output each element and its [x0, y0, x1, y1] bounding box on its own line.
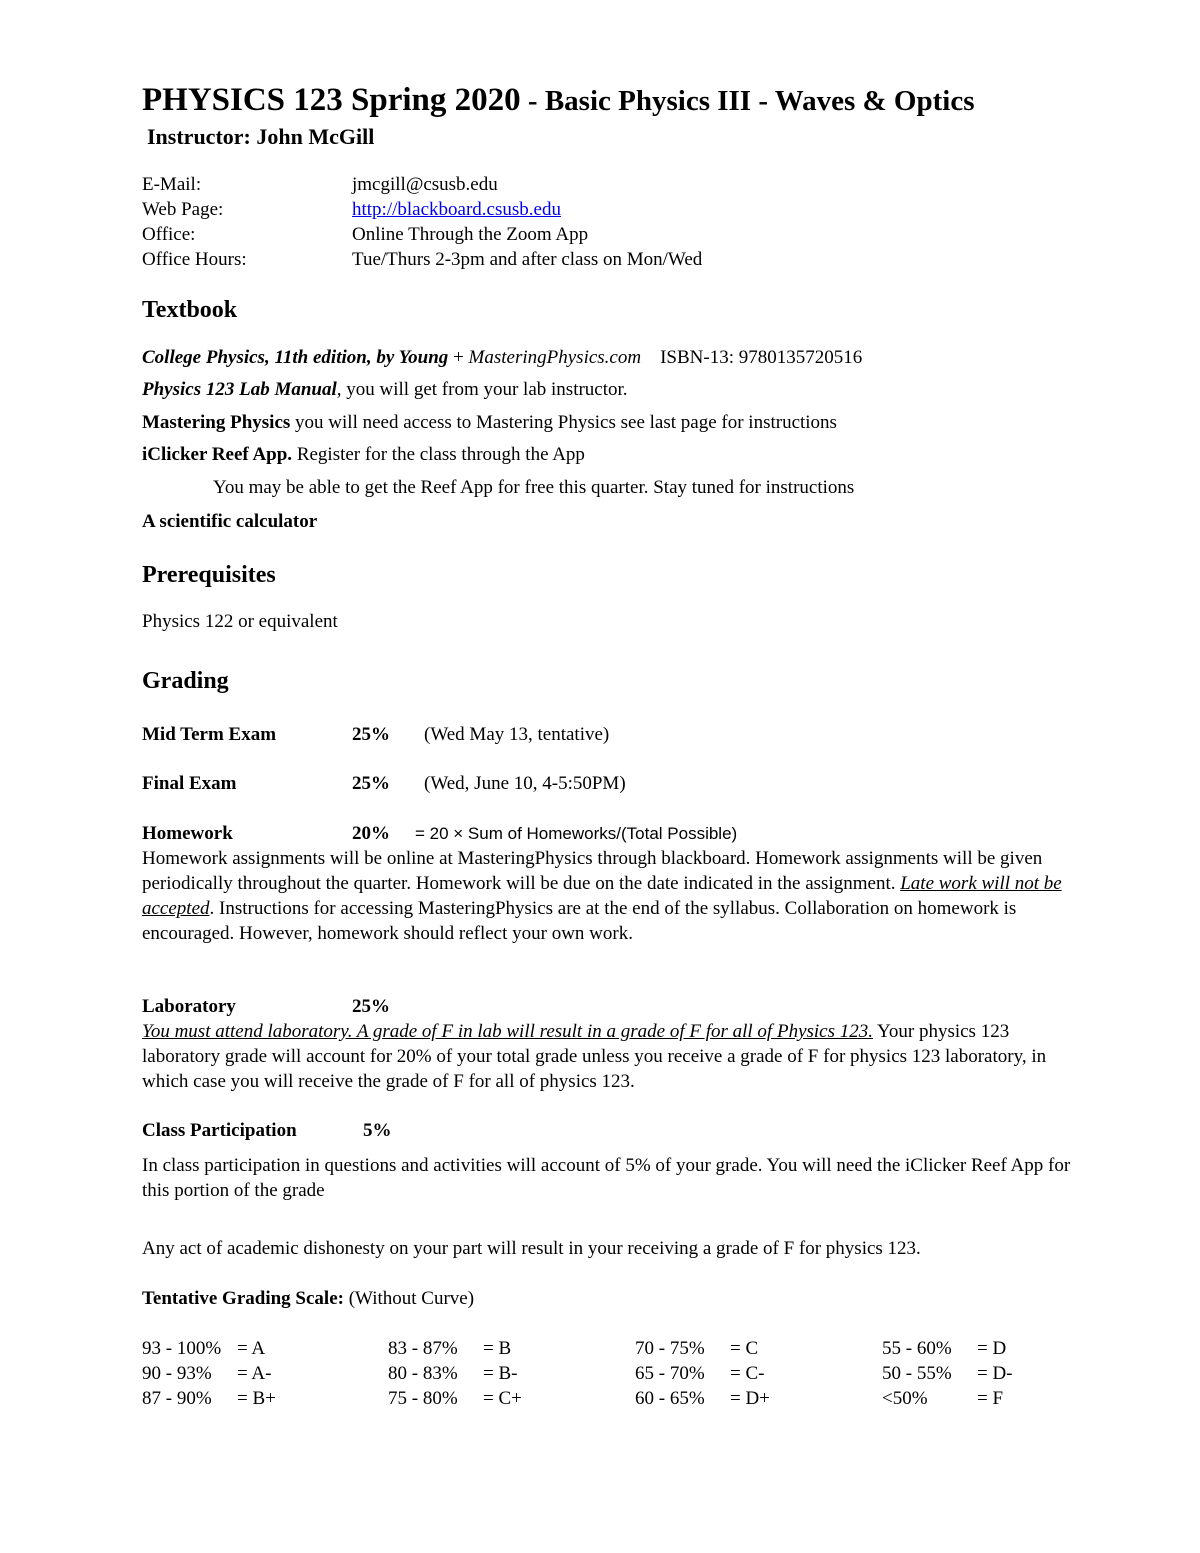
grade-scale-column	[142, 1336, 276, 1411]
participation-description: In class participation in questions and activities will account of 5% of your grade. You will need the iClicker Reef App for this portion of the grade	[142, 1155, 1071, 1201]
grade-scale-row	[635, 1361, 770, 1386]
iclicker-title: iClicker Reef App.	[142, 444, 293, 465]
hours-value: Tue/Thurs 2-3pm and after class on Mon/Wed	[352, 249, 703, 270]
grade-range: 75 - 80%	[388, 1388, 458, 1409]
grade-range: 50 - 55%	[882, 1363, 952, 1384]
laboratory-label: Laboratory	[142, 996, 236, 1017]
grade-scale-row	[635, 1336, 770, 1361]
grade-scale-row	[142, 1336, 276, 1361]
homework-text-1: Homework assignments will be online at MasteringPhysics through blackboard. Homework assignments will be given periodically throughout the quarter. Homework will be due on the date indicated in the assignment.	[142, 848, 1043, 894]
grade-letter: = A-	[237, 1363, 272, 1384]
book-title: College Physics, 11th edition, by Young	[142, 347, 449, 368]
grade-range: 93 - 100%	[142, 1338, 222, 1359]
grade-scale-row	[388, 1361, 522, 1386]
laboratory-text: Your physics 123 laboratory grade will account for 20% of your total grade unless you receive a grade of F for physics 123 laboratory, in which case you will receive the grade of F for all of physics 123.	[142, 1021, 1047, 1092]
mastering-text: you will need access to Mastering Physics see last page for instructions	[290, 412, 837, 433]
lab-manual-title: Physics 123 Lab Manual	[142, 379, 337, 400]
textbook-line	[142, 345, 862, 370]
midterm-percent: 25%	[352, 724, 390, 745]
scale-label: Tentative Grading Scale:	[142, 1288, 344, 1309]
grading-scale-heading	[142, 1286, 474, 1311]
page-title	[142, 82, 975, 119]
office-value: Online Through the Zoom App	[352, 224, 589, 245]
final-percent: 25%	[352, 773, 390, 794]
midterm-note: (Wed May 13, tentative)	[424, 724, 610, 745]
grade-letter: = D	[977, 1338, 1007, 1359]
grade-range: 87 - 90%	[142, 1388, 212, 1409]
homework-formula: = 20 × Sum of Homeworks/(Total Possible)	[415, 824, 738, 843]
dishonesty-statement: Any act of academic dishonesty on your part will result in your receiving a grade of F for physics 123.	[142, 1238, 921, 1259]
grading-heading: Grading	[142, 668, 229, 694]
web-label: Web Page:	[142, 199, 224, 220]
grade-letter: = C+	[483, 1388, 522, 1409]
grade-scale-column	[635, 1336, 770, 1411]
grade-letter: = C-	[730, 1363, 765, 1384]
grade-range: 70 - 75%	[635, 1338, 705, 1359]
email-label: E-Mail:	[142, 174, 202, 195]
grade-letter: = C	[730, 1338, 759, 1359]
reef-note: You may be able to get the Reef App for free this quarter. Stay tuned for instructions	[213, 477, 855, 498]
laboratory-description	[142, 1019, 1072, 1094]
grade-scale-row	[882, 1361, 1013, 1386]
instructor-name: Instructor: John McGill	[147, 124, 375, 149]
grade-letter: = B	[483, 1338, 512, 1359]
grade-scale-row	[388, 1386, 522, 1411]
final-note: (Wed, June 10, 4-5:50PM)	[424, 773, 626, 794]
hours-label: Office Hours:	[142, 249, 247, 270]
grade-letter: = B+	[237, 1388, 276, 1409]
grade-range: 90 - 93%	[142, 1363, 212, 1384]
participation-label: Class Participation	[142, 1120, 297, 1141]
laboratory-percent: 25%	[352, 996, 390, 1017]
grade-letter: = D-	[977, 1363, 1013, 1384]
web-link[interactable]: http://blackboard.csusb.edu	[352, 199, 561, 220]
grade-letter: = F	[977, 1388, 1004, 1409]
grade-scale-row	[882, 1336, 1013, 1361]
homework-percent: 20%	[352, 823, 390, 844]
grade-scale-row	[142, 1361, 276, 1386]
mastering-title: Mastering Physics	[142, 412, 291, 433]
grade-scale-column	[388, 1336, 522, 1411]
homework-text-2: . Instructions for accessing MasteringPhysics are at the end of the syllabus. Collaboration on homework is encouraged. However, homework should reflect your own work.	[142, 898, 1017, 944]
participation-percent: 5%	[363, 1120, 392, 1141]
iclicker-line	[142, 442, 585, 467]
grade-scale-column	[882, 1336, 1013, 1411]
title-course: PHYSICS 123 Spring 2020	[142, 82, 521, 118]
grade-range: <50%	[882, 1388, 928, 1409]
scale-note: (Without Curve)	[343, 1288, 475, 1309]
grade-scale-row	[388, 1336, 522, 1361]
lab-manual-line	[142, 377, 628, 402]
title-subtitle: - Basic Physics III - Waves & Optics	[520, 85, 975, 117]
textbook-heading: Textbook	[142, 297, 238, 323]
calculator-item: A scientific calculator	[142, 511, 318, 532]
book-isbn: ISBN-13: 9780135720516	[660, 347, 863, 368]
grade-range: 55 - 60%	[882, 1338, 952, 1359]
grade-range: 60 - 65%	[635, 1388, 705, 1409]
grade-letter: = A	[237, 1338, 266, 1359]
grade-scale-row	[635, 1386, 770, 1411]
grade-letter: = D+	[730, 1388, 770, 1409]
iclicker-text: Register for the class through the App	[292, 444, 585, 465]
homework-label: Homework	[142, 823, 233, 844]
late-work-warning: Late work will not be accepted	[142, 873, 1062, 919]
book-mastering: MasteringPhysics.com	[468, 347, 642, 368]
lab-manual-text: , you will get from your lab instructor.	[336, 379, 628, 400]
final-label: Final Exam	[142, 773, 237, 794]
midterm-label: Mid Term Exam	[142, 724, 277, 745]
grade-scale-row	[142, 1386, 276, 1411]
prerequisites-heading: Prerequisites	[142, 562, 276, 588]
grade-scale-row	[882, 1386, 1013, 1411]
grade-range: 65 - 70%	[635, 1363, 705, 1384]
grade-letter: = B-	[483, 1363, 518, 1384]
prerequisites-text: Physics 122 or equivalent	[142, 611, 338, 632]
email-value: jmcgill@csusb.edu	[352, 174, 498, 195]
office-label: Office:	[142, 224, 196, 245]
grade-range: 83 - 87%	[388, 1338, 458, 1359]
book-plus: +	[448, 347, 469, 368]
homework-description	[142, 846, 1072, 946]
grade-range: 80 - 83%	[388, 1363, 458, 1384]
laboratory-warning: You must attend laboratory. A grade of F in lab will result in a grade of F for all of Physics 123.	[142, 1021, 873, 1042]
mastering-line	[142, 410, 837, 435]
